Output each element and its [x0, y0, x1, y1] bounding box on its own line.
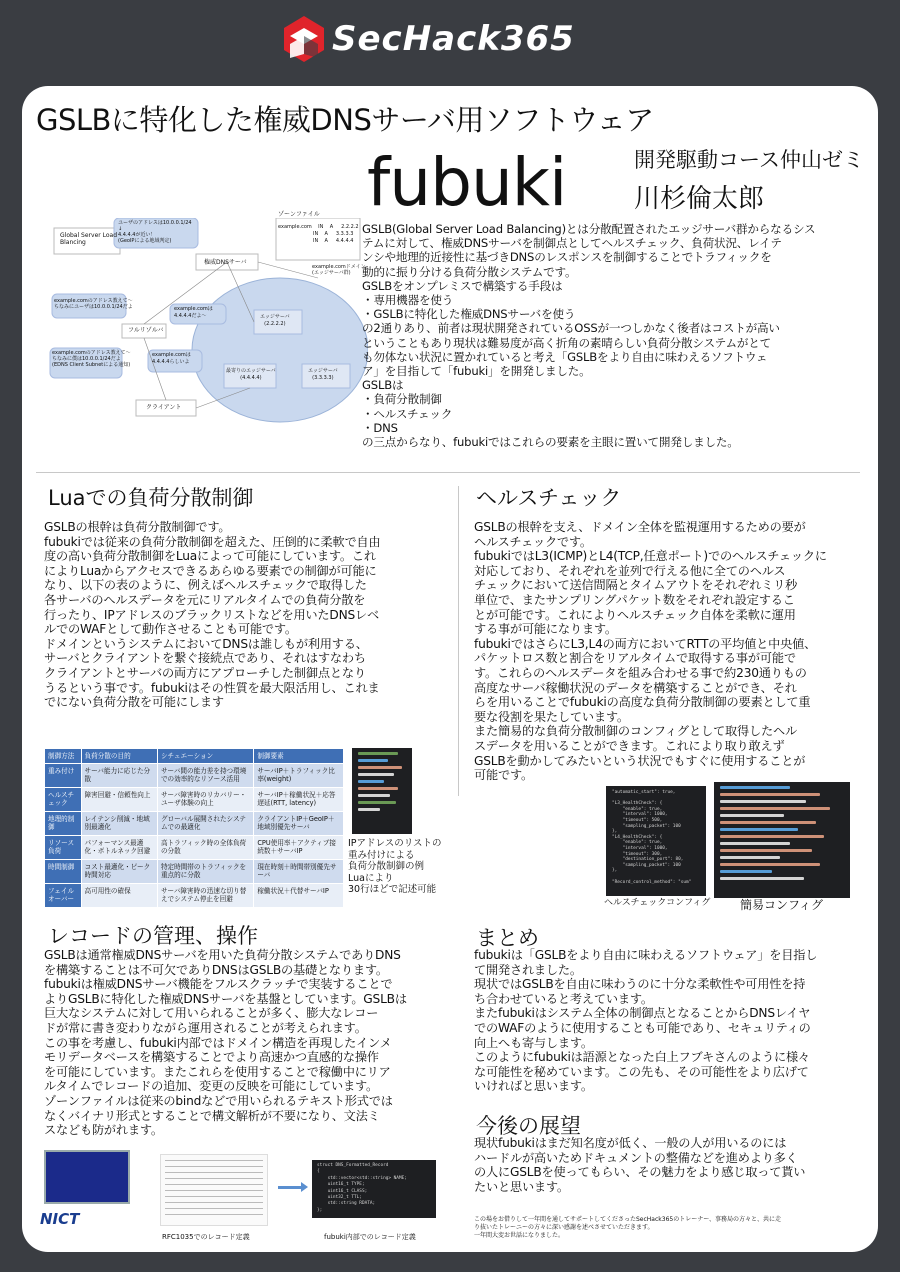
table-cell: サーバ障害時の迅速な切り替えでシステム停止を回避: [157, 884, 253, 908]
fubuki-struct-screenshot: [312, 1160, 436, 1218]
course-name: 開発駆動コース仲山ゼミ: [634, 148, 864, 172]
table-cell: 特定時間帯のトラフィックを重点的に分散: [157, 860, 253, 884]
control-method-table: [44, 748, 344, 908]
fubuki-record-caption: fubuki内部でのレコード定義: [324, 1233, 416, 1241]
table-cell: サーバ能力に応じた分散: [81, 764, 157, 788]
diagram-edge-1: エッジサーバ (2.2.2.2): [260, 314, 290, 327]
table-cell: 高トラフィック時の全体負荷の分散: [157, 836, 253, 860]
poster: [22, 86, 878, 1252]
simple-config-screenshot: [714, 782, 850, 898]
record-body: GSLBは通常権威DNSサーバを用いた負荷分散システムでありDNS を構築することは不可欠でありDNSはGSLBの基礎となります。 fubukiは権威DNSサーバ機能をフルスクラッチで実装することで よりGSLBに特化した権威DNSサーバを基盤としています。GSLBは 巨大なシステムに対して用いられることが多く、膨大なレコー ドが常に書き変わりながら運用されることが考えられます。 この事を考慮し、fubuki内部ではドメイン構造を再現したインメ モリデータベースを構築することでより高速かつ直感的な操作 を可能にしています。またこれらを使用することで稼働中にリア ルタイムでレコードの追加、変更の反映を可能にしています。 ゾーンファイルは従来のbindなどで用いられるテキスト形式では なくバイナリ形式とすることで構文解析が不要になり、文法ミ スなども防がれます。: [44, 948, 407, 1138]
vertical-divider: [458, 486, 459, 796]
simple-config-caption: 簡易コンフィグ: [740, 898, 824, 912]
table-cell: 稼働状況＋代替サーバIP: [254, 884, 344, 908]
table-cell: 現在時刻＋時間帯別優先サーバ: [254, 860, 344, 884]
table-cell: 時間制御: [45, 860, 82, 884]
sechack-logo: [282, 14, 575, 64]
diagram-zone-title: ゾーンファイル: [278, 211, 320, 218]
fubuki-struct-code: struct DNS_Formatted_Record { std::vector<std::string> NAME; uint16_t TYPE; uint16_t CLASS; uint32_t TTL; std::string RDATA; };: [317, 1163, 407, 1213]
health-config-code: "automatic_start": true, "L3_HealthCheck": { "enable": true, "interval": 1000, "timeout": 500, "sampling_packet": 100 }, "L4_HealthCheck": { "enable": true, "interval": 1000, "timeout": 300, "destination_port": 80, "sampling_packet": 100 }, "Record_control_method": "sum": [612, 790, 692, 885]
diagram-gslb-label: Global Server Load Blancing: [60, 232, 118, 246]
diagram-client: クライアント: [146, 404, 182, 411]
diagram-note-geoip: ユーザのアドレスは10.0.0.1/24 ↓ 4.4.4.4が近い！ (GeoIPによる地域判定): [118, 220, 192, 244]
diagram-domain-label: example.comドメイン (エッジサーバ群): [312, 264, 366, 276]
header: [0, 0, 900, 86]
table-cell: サーバIP＋稼働状況＋応答遅延(RTT, latency): [254, 788, 344, 812]
future-body: 現状fubukiはまだ知名度が低く、一般の人が用いるのには ハードルが高いためドキュメントの整備などを進めより多く の人にGSLBを使ってもらい、その魅力をより感じ取って貰い たいと思います。: [474, 1136, 806, 1194]
diagram-resolver: フルリゾルバ: [128, 327, 164, 334]
table-row: [45, 836, 344, 860]
table-row: [45, 860, 344, 884]
table-cell: 地理的制御: [45, 812, 82, 836]
health-body: GSLBの根幹を支え、ドメイン全体を監視運用するための要が ヘルスチェックです。 fubukiではL3(ICMP)とL4(TCP,任意ポート)でのヘルスチェックに 対応しており、それぞれを並列で行える他に全てのヘルス チェックにおいて送信間隔とタイムアウトをそれぞれミリ秒 単位で、またサンプリングパケット数をそれぞれ設定するこ とが可能です。これによりヘルスチェック自体を柔軟に運用 する事が可能になります。 fubukiではさらにL3,L4の両方においてRTTの平均値と中央値、 パケットロス数と割合をリアルタイムで取得する事が可能で す。これらのヘルスデータを組み合わせる事で約230通りもの 高度なサーバ稼働状況のデータを構築することができ、それ らを用いることでfubukiの高度な負荷分散制御の要素として重 要な役割を果たしています。 また簡易的な負荷分散制御のコンフィグとして取得したヘル スデータを用いることができます。これにより取り敢えず GSLBを動かしてみたいという状況でもすぐに使用することが 可能です。: [474, 520, 827, 783]
health-heading: ヘルスチェック: [476, 486, 622, 510]
rfc-caption: RFC1035でのレコード定義: [162, 1233, 250, 1241]
health-config-screenshot: [606, 786, 706, 896]
diagram-svg: [48, 218, 368, 438]
author-name: 川杉倫太郎: [634, 184, 765, 214]
logo-text: SecHack365: [332, 19, 575, 59]
table-cell: サーバ障害時のリカバリー・ユーザ体験の向上: [157, 788, 253, 812]
table-header: 負荷分散の目的: [81, 749, 157, 764]
table-cell: レイテンシ削減・地域別最適化: [81, 812, 157, 836]
rfc1035-record-figure: [160, 1154, 268, 1226]
record-heading: レコードの管理、操作: [48, 924, 258, 948]
table-cell: 高可用性の確保: [81, 884, 157, 908]
sechack-logo-icon: [282, 14, 326, 64]
diagram-note-ask: example.comのアドレス教えて～ ちなみにユーザは10.0.0.1/24だよ: [54, 298, 133, 310]
table-header: 制御要素: [254, 749, 344, 764]
future-heading: 今後の展望: [476, 1114, 581, 1138]
table-row: [45, 884, 344, 908]
table-row: [45, 788, 344, 812]
intro-text: GSLB(Global Server Load Balancing)とは分散配置されたエッジサーバ群からなるシス テムに対して、権威DNSサーバを制御点としてヘルスチェック、負荷状況、レイテ ンシや地理的近接性に基づきDNSのレスポンスを制御することでトラフィックを 動的に振り分ける負荷分散システムです。 GSLBをオンプレミスで構築する手段は ・専用機器を使う ・GSLBに特化した権威DNSサーバを使う の2通りあり、前者は現状開発されているOSSが一つしかなく後者はコストが高い ということもあり現状は難易度が高く折角の素晴らしい負荷分散システムがとて も勿体ない状況に置かれていると考え「GSLBをより自由に味わえるソフトウェ ア」を目指して「fubuki」を開発しました。 GSLBは ・負荷分散制御 ・ヘルスチェック ・DNS の三点からなり、fubukiではこれらの要素を主眼に置いて開発しました。: [362, 222, 816, 450]
health-config-caption: ヘルスチェックコンフィグ: [604, 898, 711, 908]
table-cell: クライアントIP＋GeoIP＋地域別優先サーバ: [254, 812, 344, 836]
diagram-auth-dns: 権威DNSサーバ: [204, 259, 247, 266]
table-cell: フェイルオーバー: [45, 884, 82, 908]
table-cell: 重み付け: [45, 764, 82, 788]
summary-body: fubukiは「GSLBをより自由に味わえるソフトウェア」を目指し て開発されました。 現状ではGSLBを自由に味わうのに十分な柔軟性や可用性を持 ち合わせていると考えています。 またfubukiはシステム全体の制御点となることからDNSレイヤ でのWAFのように使用することも可能であり、セキュリティの 向上へも寄与します。 このようにfubukiは語源となった白上フブキさんのように様々 な可能性を秘めています。この先も、その可能性をより広げて いければと思います。: [474, 948, 818, 1094]
diagram-zone-rows: example.com IN A 2.2.2.2 IN A 3.3.3.3 IN A 4.4.4.4: [278, 224, 359, 244]
table-cell: グローバル展開されたシステムでの最適化: [157, 812, 253, 836]
lua-heading: Luaでの負荷分散制御: [48, 486, 254, 510]
lua-code-caption: IPアドレスのリストの 重み付けによる 負荷分散制御の例 Luaにより 30行ほどで記述可能: [348, 838, 442, 895]
table-cell: リソース負荷: [45, 836, 82, 860]
lua-code-screenshot: [352, 748, 412, 834]
table-row: [45, 764, 344, 788]
table-cell: ヘルスチェック: [45, 788, 82, 812]
divider: [36, 472, 860, 473]
table-cell: パフォーマンス最適化・ボトルネック回避: [81, 836, 157, 860]
diagram-note-answer: example.comは 4.4.4.4だよ～: [174, 306, 213, 319]
table-header: シチュエーション: [157, 749, 253, 764]
table-header: 制御方法: [45, 749, 82, 764]
gslb-diagram: [48, 211, 368, 438]
diagram-note-ecs: example.comのアドレス教えて～ ちなみに僕は10.0.0.1/24だよ (EDNS Client Subnetによる通知): [52, 350, 131, 368]
table-cell: サーバIP＋トラフィック比率(weight): [254, 764, 344, 788]
lua-body: GSLBの根幹は負荷分散制御です。 fubukiでは従来の負荷分散制御を超えた、圧倒的に柔軟で自由 度の高い負荷分散制御をLuaによって可能にしています。これ によりLuaからアクセスできるあらゆる要素での制御が可能に なり、以下の表のように、例えばヘルスチェックで取得した 各サーバのヘルスデータを元にリアルタイムでの負荷分散を 行ったり、IPアドレスのブラックリストなどを用いたDNSレベ ルでのWAFとして動作させることも可能です。 ドメインというシステムにおいてDNSは誰しもが利用する、 サーバとクライアントを繋ぐ接続点であり、それはすなわち クライアントとサーバの両方にアプローチした制御点となり うるという事です。fubukiはその性質を最大限活用し、これま でにない負荷分散を可能にします: [44, 520, 381, 710]
diagram-edge-nearest: 最寄りのエッジサーバ (4.4.4.4): [226, 368, 276, 381]
nict-logo: NICT: [40, 1210, 80, 1228]
software-name: fubuki: [367, 144, 567, 221]
diagram-note-answer2: example.comは 4.4.4.4らしいよ: [152, 352, 191, 365]
table-cell: コスト最適化・ピーク時間対応: [81, 860, 157, 884]
poster-title: GSLBに特化した権威DNSサーバ用ソフトウェア: [36, 103, 654, 137]
table-cell: CPU使用率＋アクティブ接続数＋サーバIP: [254, 836, 344, 860]
table-row: [45, 812, 344, 836]
table-cell: 障害回避・信頼性向上: [81, 788, 157, 812]
table-cell: サーバ間の能力差を持つ環境での効率的なリソース活用: [157, 764, 253, 788]
nict-monitor-image: [44, 1150, 130, 1204]
arrow-icon: [278, 1186, 302, 1189]
table-header-row: [45, 749, 344, 764]
summary-heading: まとめ: [476, 926, 539, 950]
thanks-text: この場をお借りして一年間を通してサポートしてくださったSecHack365のトレーナー、事務局の方々と、共に走 り抜いたトレーニーの方々に深い感謝を述べさせていただきます。 一年間大変お世話になりました。: [474, 1216, 781, 1239]
diagram-edge-3: エッジサーバ (3.3.3.3): [308, 368, 338, 381]
